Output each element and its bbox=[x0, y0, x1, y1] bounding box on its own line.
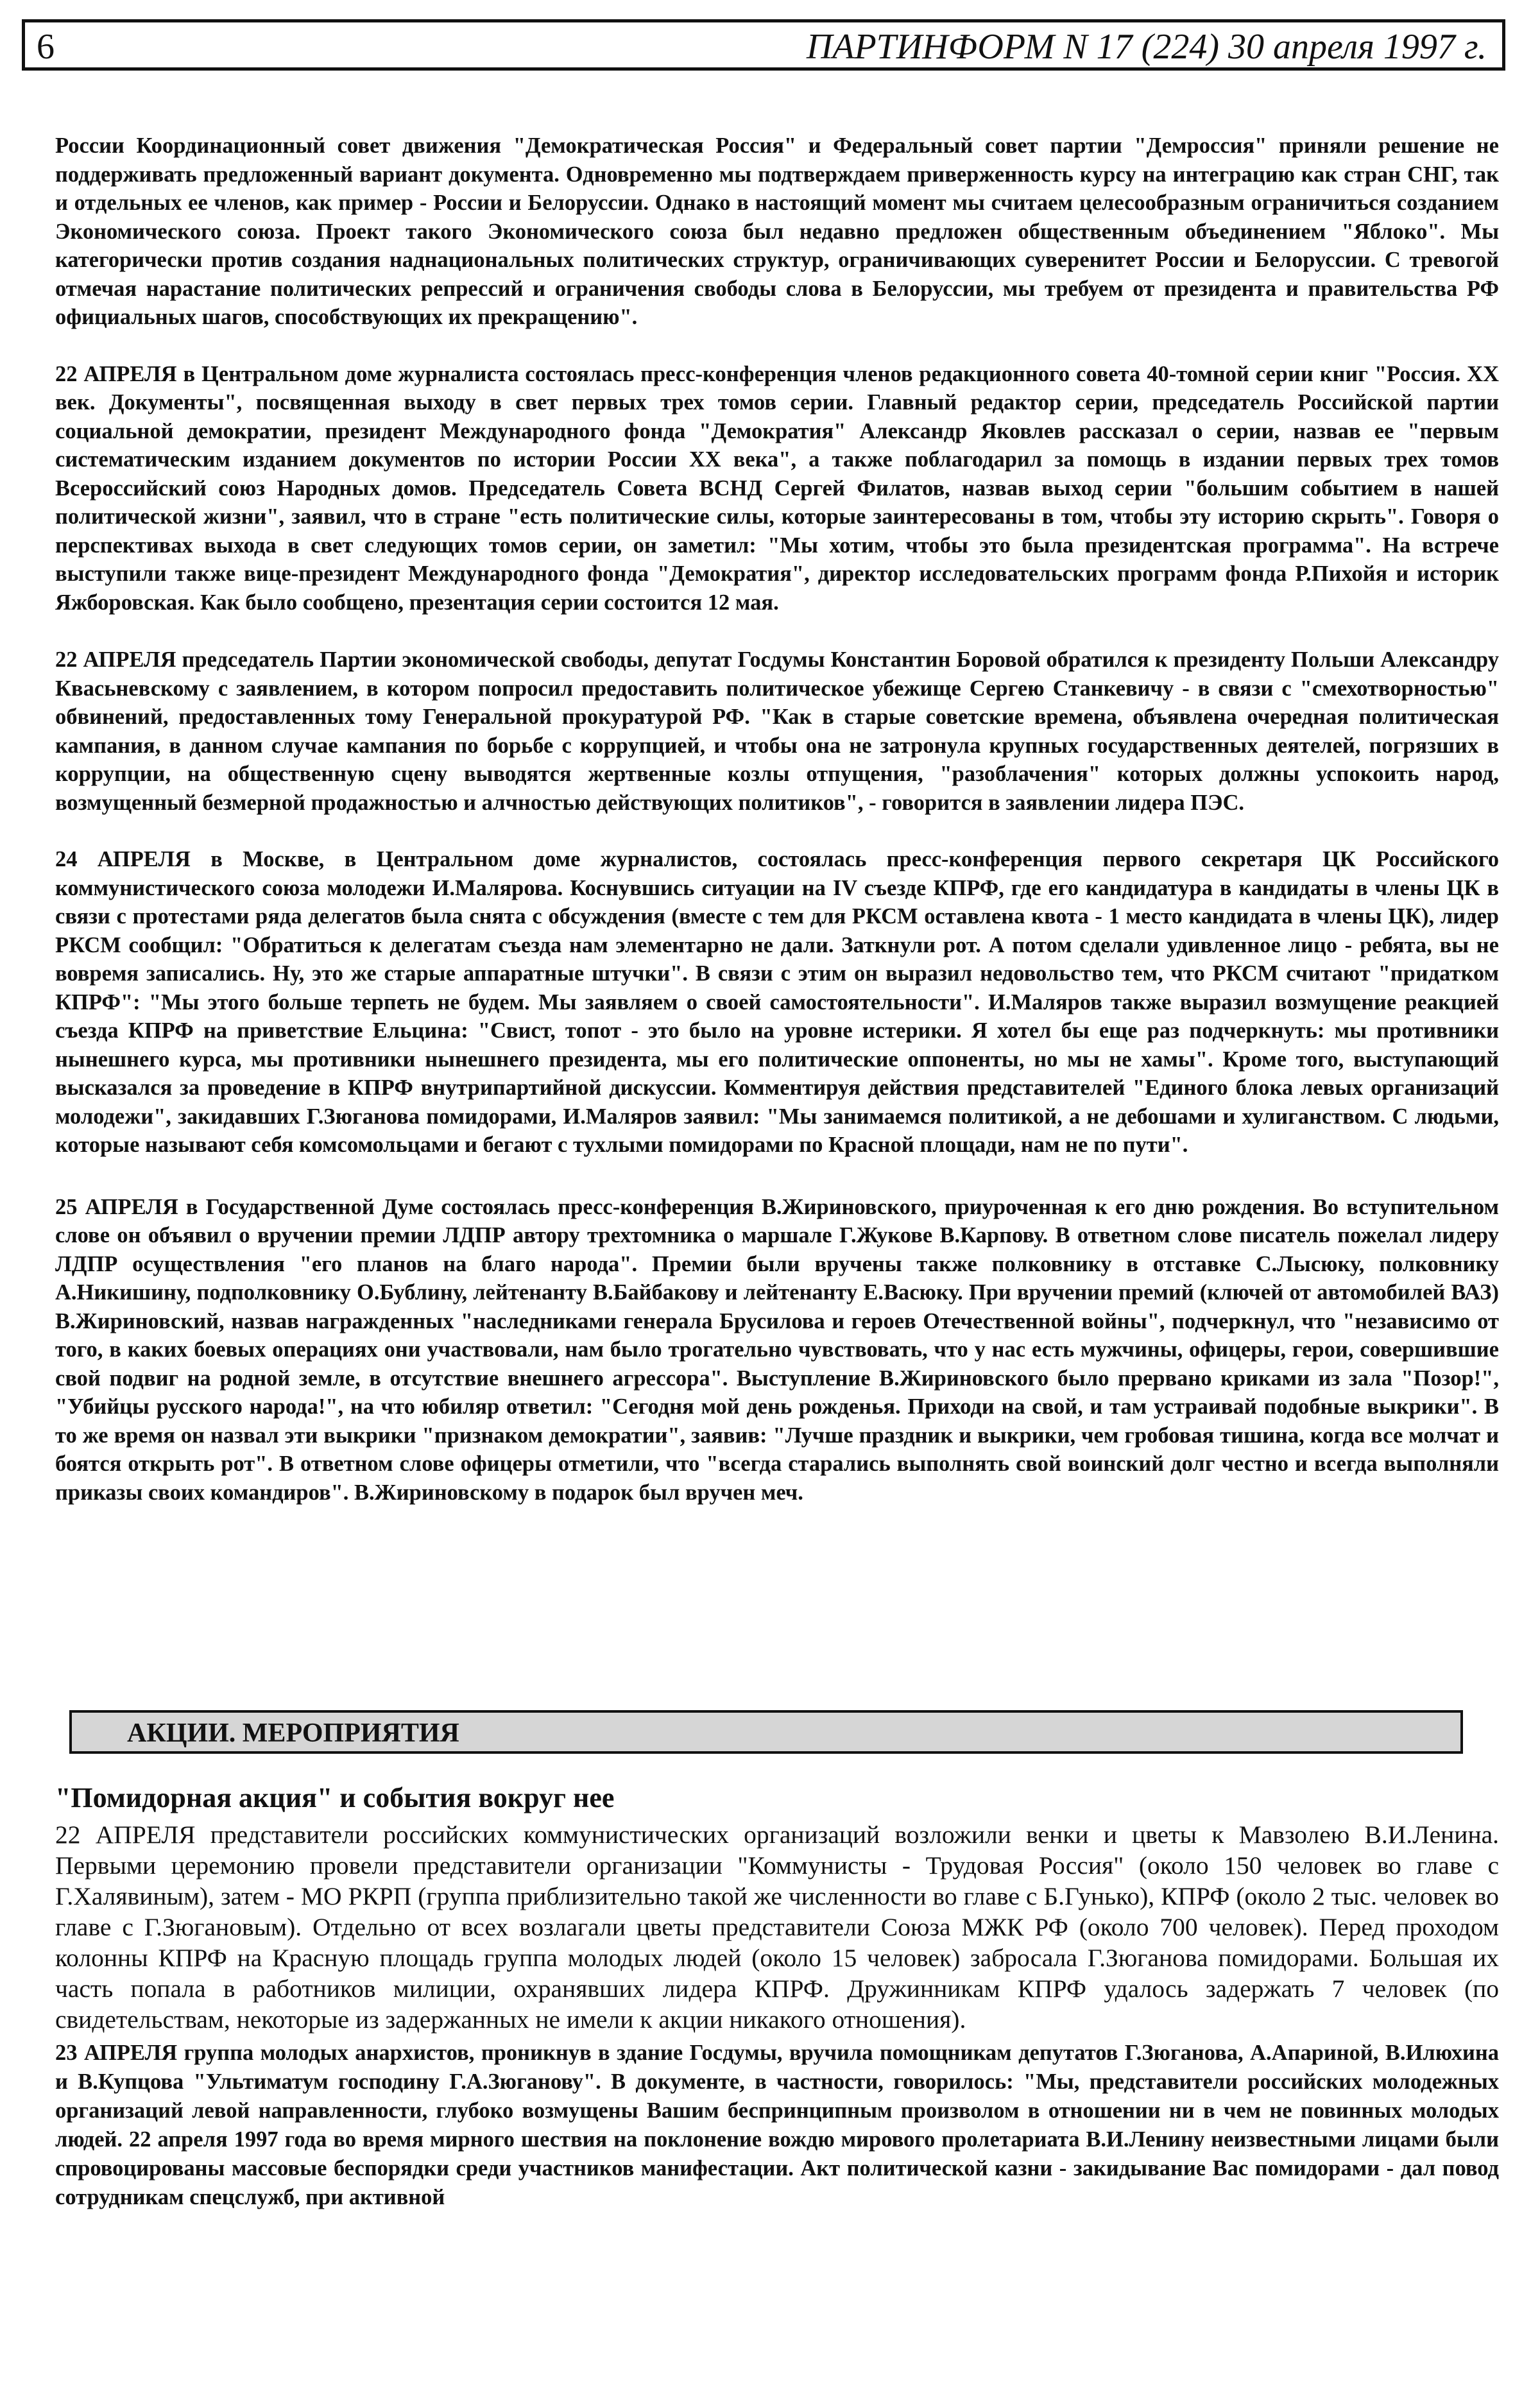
news-paragraph: 22 АПРЕЛЯ председатель Партии экономической свободы, депутат Госдумы Константин Боровой обратился к президенту Польши Александру Квасьневскому с заявлением, в котором попросил предоставить политическое убежище Сергею Станкевичу - в связи с "смехотворностью" обвинений, предоставленных тому Генеральной прокуратурой РФ. "Как в старые советские времена, объявлена очередная политическая кампания, в данном случае кампания по борьбе с коррупцией, и чтобы она не затронула крупных государственных деятелей, погрязших в коррупции, на общественную сцену выводятся жертвенные козлы отпущения, "разоблачения" которых должны успокоить народ, возмущенный безмерной продажностью и алчностью действующих политиков", - говорится в заявлении лидера ПЭС. bbox=[55, 647, 1499, 815]
section-header bbox=[69, 1710, 1463, 1754]
news-paragraph: 24 АПРЕЛЯ в Москве, в Центральном доме журналистов, состоялась пресс-конференция первого секретаря ЦК Российского коммунистического союза молодежи И.Малярова. Коснувшись ситуации на IV съезде КПРФ, где его кандидатура в кандидаты в члены ЦК в связи с протестами ряда делегатов была снята с обсуждения (вместе с тем для РКСМ оставлена квота - 1 место кандидата в члены ЦК), лидер РКСМ сообщил: "Обратиться к делегатам съезда нам элементарно не дали. Заткнули рот. А потом сделали удивленное лицо - ребята, вы не вовремя записались. Ну, это же старые аппаратные штучки". В связи с этим он выразил недовольство тем, что РКСМ считают "придатком КПРФ": "Мы этого больше терпеть не будем. Мы заявляем о своей самостоятельности". И.Маляров также выразил возмущение реакцией съезда КПРФ на приветствие Ельцина: "Свист, топот - это было на уровне истерики. Я хотел бы еще раз подчеркнуть: мы противники нынешнего курса, мы противники нынешнего президента, мы его политические оппоненты, но мы не хамы". Кроме того, выступающий высказался за проведение в КПРФ внутрипартийной дискуссии. Комментируя действия представителей "Единого блока левых организаций молодежи", закидавших Г.Зюганова помидорами, И.Маляров заявил: "Мы занимаемся политикой, а не дебошами и хулиганством. С людьми, которые называют себя комсомольцами и бегают с тухлыми помидорами по Красной площади, нам не по пути". bbox=[55, 847, 1499, 1157]
article-title: "Помидорная акция" и события вокруг нее bbox=[55, 1782, 615, 1813]
article-paragraph: 23 АПРЕЛЯ группа молодых анархистов, проникнув в здание Госдумы, вручила помощникам депутатов Г.Зюганова, А.Апариной, В.Илюхина и В.Купцова "Ультиматум господину Г.А.Зюганову". В документе, в частности, говорилось: "Мы, представители российских молодежных организаций левой направленности, глубоко возмущены Вашим беспринципным произволом в отношении ни в чем не повинных молодых людей. 22 апреля 1997 года во время мирного шествия на поклонение вождю мирового пролетариата В.И.Ленину неизвестными лицами были спровоцированы массовые беспорядки среди участников манифестации. Акт политической казни - закидывание Вас помидорами - дал повод сотрудникам спецслужб, при активной bbox=[55, 2041, 1499, 2209]
news-paragraph: 22 АПРЕЛЯ в Центральном доме журналиста состоялась пресс-конференция членов редакционного совета 40-томной серии книг "Россия. XX век. Документы", посвященная выходу в свет первых трех томов серии. Главный редактор серии, председатель Российской партии социальной демократии, президент Международного фонда "Демократия" Александр Яковлев рассказал о серии, назвав ее "первым систематическим изданием документов по истории России XX века", а также поблагодарил за помощь в издании первых трех томов Всероссийский союз Народных домов. Председатель Совета ВСНД Сергей Филатов, назвав выход серии "большим событием в нашей политической жизни", заявил, что в стране "есть политические силы, которые заинтересованы в том, чтобы эту историю скрыть". Говоря о перспективах выхода в свет следующих томов серии, он заметил: "Мы хотим, чтобы это была президентская программа". На встрече выступили также вице-президент Международного фонда "Демократия", директор исследовательских программ фонда Р.Пихойя и историк Яжборовская. Как было сообщено, презентация серии состоится 12 мая. bbox=[55, 361, 1499, 615]
news-paragraph: 25 АПРЕЛЯ в Государственной Думе состоялась пресс-конференция В.Жириновского, приуроченная к его дню рождения. Во вступительном слове он объявил о вручении премии ЛДПР автору трехтомника о маршале Г.Жукове В.Карпову. В ответном слове писатель пожелал лидеру ЛДПР осуществления "его планов на благо народа". Премии были вручены также полковнику в отставке С.Лысюку, полковнику А.Никишину, подполковнику О.Бублину, лейтенанту В.Байбакову и лейтенанту Е.Васюку. При вручении премий (ключей от автомобилей ВАЗ) В.Жириновский, назвав награжденных "наследниками генерала Брусилова и героев Отечественной войны", подчеркнул, что "независимо от того, в каких боевых операциях они участвовали, нам было трогательно чувствовать, что у нас есть мужчины, офицеры, герои, совершившие свой подвиг на родной земле, в отсутствие внешнего агрессора". Выступление В.Жириновского было прервано криками из зала "Позор!", "Убийцы русского народа!", на что юбиляр ответил: "Сегодня мой день рожденья. Приходи на свой, и там устраивай подобные выкрики". В то же время он назвал эти выкрики "признаком демократии", заявив: "Лучше праздник и выкрики, чем гробовая тишина, когда все молчат и боятся открыть рот". В ответном слове офицеры отметили, что "всегда старались выполнять свой воинский долг честно и всегда выполняли приказы своих командиров". В.Жириновскому в подарок был вручен меч. bbox=[55, 1194, 1499, 1505]
news-column bbox=[55, 132, 1499, 1507]
issue-title: ПАРТИНФОРМ N 17 (224) 30 апреля 1997 г. bbox=[806, 27, 1487, 67]
news-paragraph: России Координационный совет движения "Демократическая Россия" и Федеральный совет партии "Демроссия" приняли решение не поддерживать предложенный вариант документа. Одновременно мы подтверждаем приверженность курсу на интеграцию как стран СНГ, так и отдельных ее членов, как пример - России и Белоруссии. Однако в настоящий момент мы считаем целесообразным ограничиться созданием Экономического союза. Проект такого Экономического союза был недавно предложен общественным объединением "Яблоко". Мы категорически против создания наднациональных политических структур, ограничивающих суверенитет России и Белоруссии. С тревогой отмечая нарастание политических репрессий и ограничения свободы слова в Белоруссии, мы требуем от президента и правительства РФ официальных шагов, способствующих их прекращению". bbox=[55, 133, 1499, 329]
article bbox=[55, 1781, 1499, 2212]
page-header bbox=[22, 19, 1505, 71]
section-title: АКЦИИ. МЕРОПРИЯТИЯ bbox=[127, 1718, 459, 1748]
article-paragraph: 22 АПРЕЛЯ представители российских коммунистических организаций возложили венки и цветы к Мавзолею В.И.Ленина. Первыми церемонию провели представители организации "Коммунисты - Трудовая Россия" (около 150 человек во главе с Г.Халявиным), затем - МО РКРП (группа приблизительно такой же численности во главе с Б.Гунько), КПРФ (около 2 тыс. человек во главе с Г.Зюгановым). Отдельно от всех возлагали цветы представители Союза МЖК РФ (около 700 человек). Перед проходом колонны КПРФ на Красную площадь группа молодых людей (около 15 человек) забросала Г.Зюганова помидорами. Большая их часть попала в работников милиции, охранявших лидера КПРФ. Дружинникам КПРФ удалось задержать 7 человек (по свидетельствам, некоторые из задержанных не имели к акции никакого отношения). bbox=[55, 1821, 1499, 2034]
page-number: 6 bbox=[37, 27, 55, 67]
